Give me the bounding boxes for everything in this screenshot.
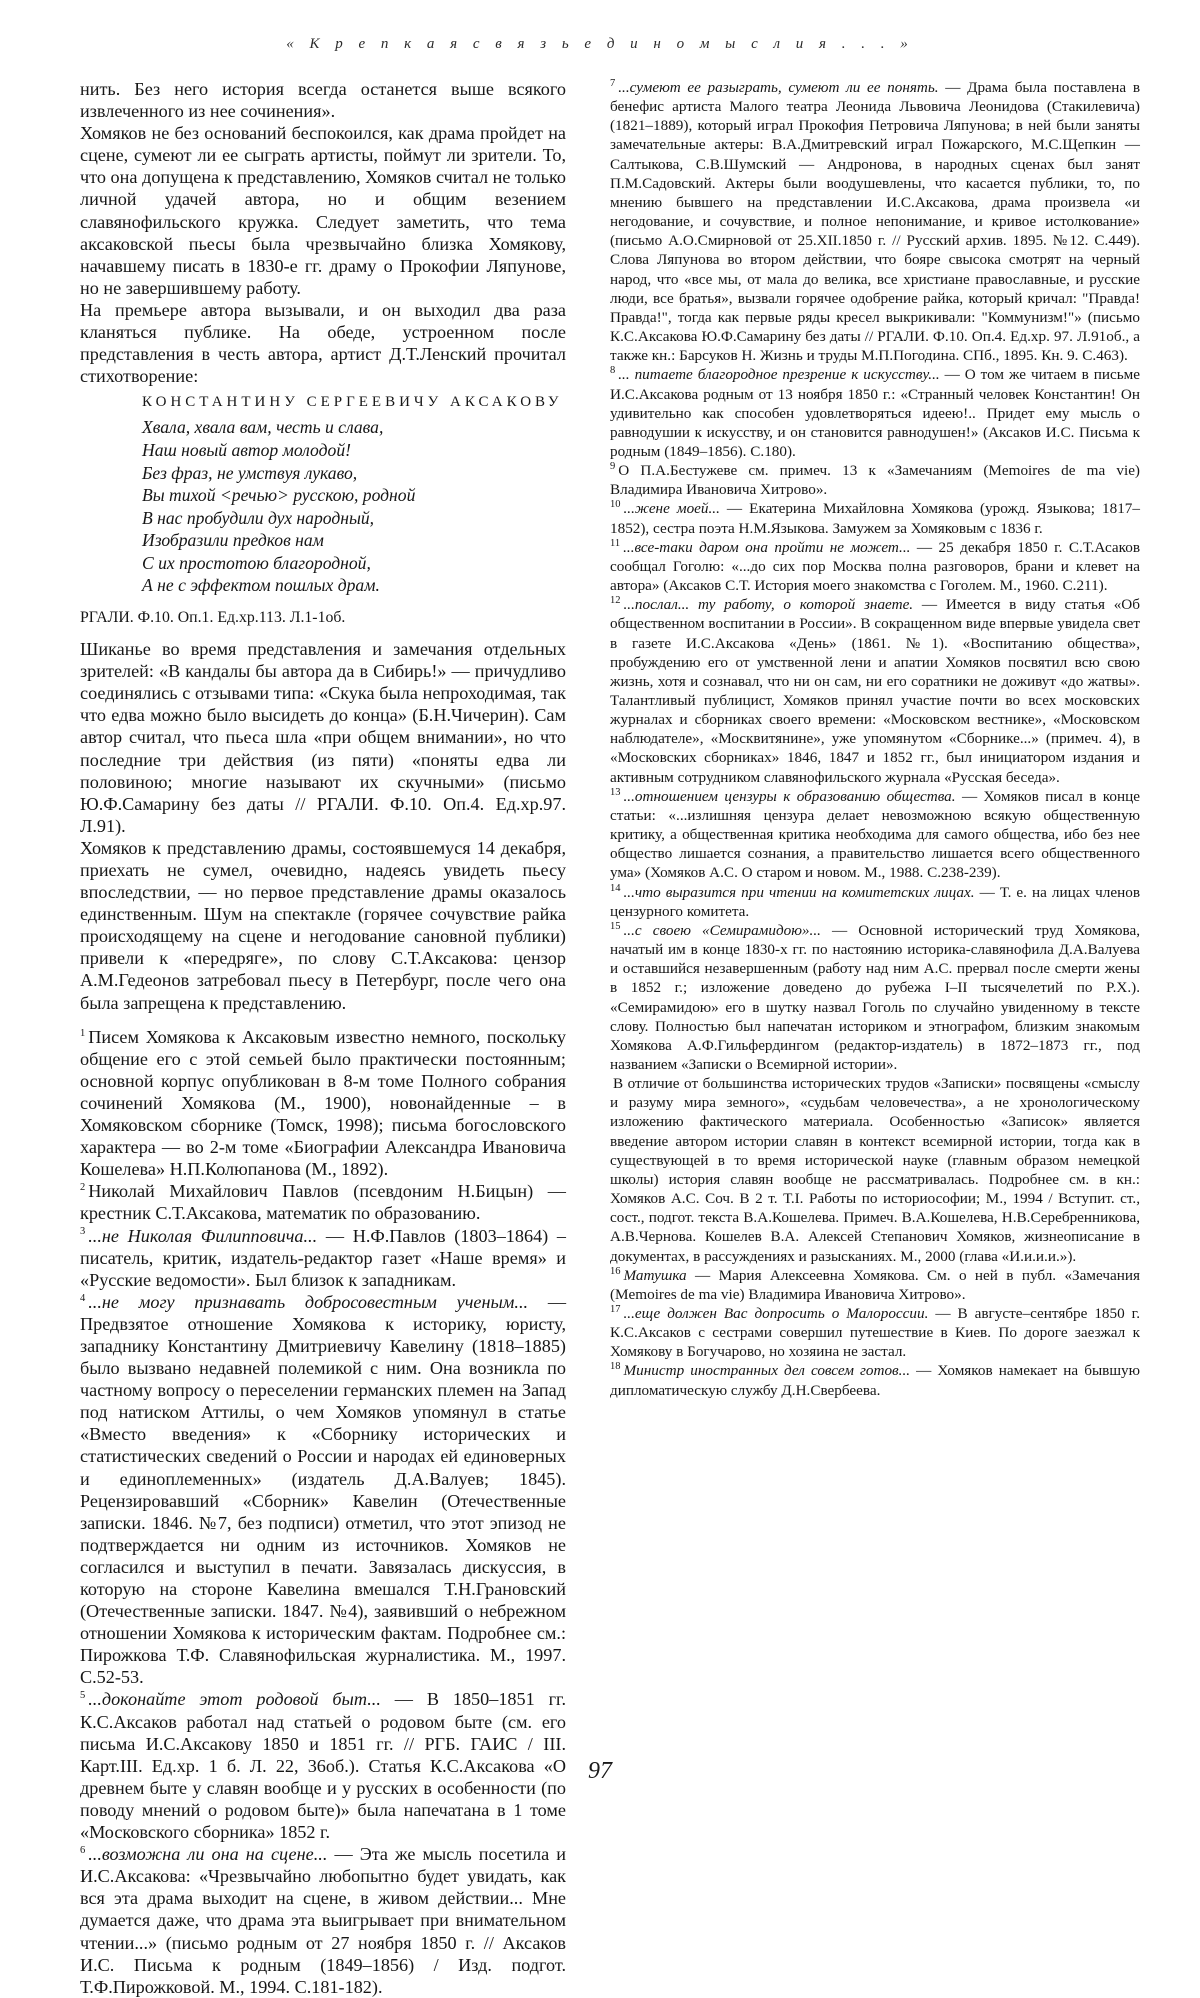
footnote-number: 9 xyxy=(610,461,616,473)
footnote-lead: ...возможна ли она на сцене... xyxy=(88,1844,328,1865)
poem-title: КОНСТАНТИНУ СЕРГЕЕВИЧУ АКСАКОВУ xyxy=(142,394,563,411)
footnote xyxy=(610,78,1140,365)
footnote-text: — Драма была поставлена в бенефис артиста Малого театра Леонида Львовича Леонидова (Стакилевича) (1821–1889), который играл Прокофия Петровича Ляпунова; в ней были заняты замечательные актеры: В.А.Дмитревский играл Пожарского, М.С.Щепкин — Салтыкова, С.В.Шумский — Андронова, в народных сценах был занят П.М.Садовский. Актеры были воодушевлены, что касается публики, то, по мнению бывшего на представлении И.С.Аксакова, драма произвела «и негодование, и сочувствие, и полное непонимание, и кривое истолкование» (письмо А.О.Смирновой от 25.XII.1850 г. // Русский архив. 1895. №12. С.449). Слова Ляпунова во втором действии, что бояре свысока смотрят на черный народ, что «все мы, от мала до велика, все христиане православные, и русские люди, все братья», вызвали горячее одобрение райка, который кричал: "Правда! Правда!", тогда как первые ряды кресел выкрикивали: "Коммунизм!"» (письмо К.С.Аксакова Ю.Ф.Самарину без даты // РГАЛИ. Ф.10. Оп.4. Ед.хр. 97. Л.91об., а также кн.: Барсуков Н. Жизнь и труды М.П.Погодина. СПб., 1895. Кн. 9. С.463). xyxy=(610,79,1140,365)
footnote-lead: ...отношением цензуры к образованию общества. xyxy=(623,787,956,805)
footnote-text: — В 1850–1851 гг. К.С.Аксаков работал над статьей о родовом быте (см. его письма И.С.Аксакову 1850 и 1851 гг. // РГБ. ГАИС / III. Карт.III. Ед.хр. 1 б. Л. 22, 36об.). Статья К.С.Аксакова «О древнем быте у славян вообще и у русских в особенности (по поводу мнений о родовом быте)» была напечатана в 1 томе «Московского сборника» 1852 г. xyxy=(80,1689,567,1843)
poem xyxy=(142,391,566,597)
right-column xyxy=(610,78,1140,1400)
footnote-number: 13 xyxy=(610,786,621,798)
poem-line: Изобразили предков нам xyxy=(142,530,324,551)
footnote-number: 12 xyxy=(610,595,621,607)
footnote-text: — 25 декабря 1850 г. С.Т.Асаков сообщал Гоголю: «...до сих пор Москва полна разговоров, брани и клевет на автора» (Аксаков С.Т. История моего знакомства с Гоголем. М., 1960. С.211). xyxy=(610,538,1141,595)
footnote xyxy=(80,1026,566,1181)
poem-line: С их простотою благородной, xyxy=(142,552,371,573)
left-column xyxy=(80,78,566,1998)
footnote-text: — Т. е. на лицах членов цензурного комитета. xyxy=(610,883,1141,920)
poem-line: Вы тихой <речью> русскою, родной xyxy=(142,485,416,506)
footnote-number: 17 xyxy=(610,1303,621,1315)
poem-line: Без фраз, не умствуя лукаво, xyxy=(142,462,358,483)
paragraph: Хомяков не без оснований беспокоился, как драма пройдет на сцене, сумеют ли ее сыграть артисты, поймут ли зрители. То, что она допущена к представлению, Хомяков считал не только личной удачей автора, но и общим везением славянофильского кружка. Следует заметить, что тема аксаковской пьесы была чрезвычайно близка Хомякову, начавшему писать в 1830-е гг. драму о Прокофии Ляпунове, но не завершившему работу. xyxy=(80,123,566,298)
footnote-number: 10 xyxy=(610,499,621,511)
footnote-lead: Министр иностранных дел совсем готов... xyxy=(623,1362,911,1380)
footnote-text: В отличие от большинства исторических трудов «Записки» посвящены «смыслу и разуму мира земного», «судьбам человечества», а не хронологическому изложению фактического материала. Особенностью «Записок» является введение автором истории славян в контекст всемирной истории, тогда как в существующей в то время исторической науке (главным образом немецкой школы) история славян вообще не рассматривалась. Подробнее см. в кн.: Хомяков А.С. Соч. В 2 т. Т.I. Работы по историософии; М., 1994 / Вступит. ст., сост., подгот. текста В.А.Кошелева. Примеч. В.А.Кошелева, Н.В.Серебренникова, А.В.Чернова. Кошелев В.А. Алексей Степанович Хомяков, жизнеописание в документах, в рассуждениях и разысканиях. М., 2000 (глава «И.и.и.и.»). xyxy=(610,1075,1140,1265)
paragraph: Хомяков к представлению драмы, состоявшемуся 14 декабря, приехать не сумел, очевидно, надеясь увидеть пьесу впоследствии, — но первое представление драмы оказалось единственным. Шум на спектакле (горячее сочувствие райка происходящему на сцене и негодование сановной публики) привели к «передряге», по слову С.Т.Аксакова: цензор А.М.Гедеонов затребовал пьесу в Петербург, после чего она была запрещена к представлению. xyxy=(80,837,566,1013)
footnote-number: 3 xyxy=(80,1226,86,1238)
footnote-text: О П.А.Бестужеве см. примеч. 13 к «Замечаниям (Memoires de ma vie) Владимира Ивановича Хитрово». xyxy=(610,462,1140,499)
footnote-text: — Хомяков намекает на бывшую дипломатическую службу Д.Н.Свербеева. xyxy=(610,1362,1140,1399)
footnotes xyxy=(80,1026,566,1998)
footnote-text: — Н.Ф.Павлов (1803–1864) – писатель, критик, издатель-редактор газет «Наше время» и «Русские ведомости». Был близок к западникам. xyxy=(80,1225,567,1290)
footnote xyxy=(80,1180,566,1224)
footnote-text: Николай Михайлович Павлов (псевдоним Н.Бицын) — крестник С.Т.Аксакова, математик по образованию. xyxy=(80,1181,566,1224)
footnote-lead: Матушка xyxy=(623,1266,687,1284)
paragraph: На премьере автора вызывали, и он выходил два раза кланяться публике. На обеде, устроенном после представления в честь автора, артист Д.Т.Ленский прочитал стихотворение: xyxy=(80,299,566,387)
footnote-number: 2 xyxy=(80,1182,86,1194)
footnote xyxy=(610,499,1140,537)
paragraph: нить. Без него история всегда останется выше всякого извлеченного из нее сочинения». xyxy=(80,79,566,122)
footnote xyxy=(80,1843,566,1998)
footnote-lead: ...все-таки даром она пройти не может... xyxy=(623,538,911,556)
archive-source: РГАЛИ. Ф.10. Оп.1. Ед.хр.113. Л.1-1об. xyxy=(80,609,346,627)
footnote xyxy=(610,1361,1140,1399)
footnote-lead: ...жене моей... xyxy=(623,500,720,518)
paragraph: Шиканье во время представления и замечания отдельных зрителей: «В кандалы бы автора да в Сибирь!» — причудливо соединялись с отзывами типа: «Скука была непроходимая, так что едва можно было высидеть до конца» (Б.Н.Чичерин). Сам автор считал, что пьеса шла «при общем внимании», но что последние три действия (из пяти) «поняты едва ли половиною; многие называют их скучными» (письмо Ю.Ф.Самарину без даты // РГАЛИ. Ф.10. Оп.4. Ед.хр.97. Л.91). xyxy=(80,639,566,836)
footnote xyxy=(610,883,1140,921)
footnote-lead: ...не могу признавать добросовестным ученым... xyxy=(88,1291,529,1312)
footnote-number: 1 xyxy=(80,1027,86,1039)
footnote-number: 7 xyxy=(610,77,616,89)
footnote-text: — Эта же мысль посетила и И.С.Аксакова: «Чрезвычайно любопытно будет увидать, как вся эта драма выходит на сцене, в живом действии... Мне думается даже, что драма эта выигрывает при внимательном чтении...» (письмо родным от 27 ноября 1850 г. // Аксаков И.С. Письма к родным (1849–1856) / Изд. подгот. Т.Ф.Пирожковой. М., 1994. С.181-182). xyxy=(80,1844,566,1997)
poem-line: В нас пробудили дух народный, xyxy=(142,507,375,528)
footnote xyxy=(610,595,1140,787)
poem-line: А не с эффектом пошлых драм. xyxy=(142,575,380,596)
footnote xyxy=(610,921,1140,1074)
page-number: 97 xyxy=(588,1758,612,1784)
footnote-text: — Предвзятое отношение Хомякова к историку, юристу, западнику Константину Дмитриевичу Кавелину (1818–1885) было вызвано недавней полемикой с ним. Она возникла по частному вопросу о переселении германских племен на Запад под натиском Аттилы, о чем Хомяков упомянул в статье «Вместо введения» к «Сборнику исторических и статистических сведений о России и народах ей единоверных и единоплеменных» (издатель Д.А.Валуев; 1845). Рецензировавший «Сборник» Кавелин (Отечественные записки. 1846. №7, без подписи) отметил, что этот эпизод не подтверждается ни одним из источников. Хомяков не согласился и выступил в печати. Завязалась дискуссия, в которую на стороне Кавелина вмешался Т.Н.Грановский (Отечественные записки. 1847. №4), заявивший о небрежном отношении Хомякова к историческим фактам. Подробнее см.: Пирожкова Т.Ф. Славянофильская журналистика. М., 1997. С.52-53. xyxy=(80,1291,567,1688)
footnote-text: — Хомяков писал в конце статьи: «...излишняя цензура делает невозможною всякую общественную критику, а общественная критика необходима для самого общества, ибо без нее общество лишается сознания, а правительство лишается всего общественного ума» (Хомяков А.С. О старом и новом. М., 1988. С.238-239). xyxy=(610,787,1140,882)
footnote xyxy=(610,787,1140,883)
footnote-continuation xyxy=(610,1074,1140,1266)
footnote-number: 11 xyxy=(610,537,621,549)
footnote-lead: ...послал... ту работу, о которой знаете. xyxy=(623,596,914,614)
footnote-lead: ...не Николая Филипповича... xyxy=(88,1225,318,1246)
footnote xyxy=(610,461,1140,499)
footnote-number: 6 xyxy=(80,1845,86,1857)
footnote xyxy=(610,538,1140,595)
footnote xyxy=(610,365,1140,461)
footnote-text: — О том же читаем в письме И.С.Аксакова родным от 13 ноября 1850 г.: «Странный человек Константин! Он удивительно как способен удовлетворяться идеею!.. Придет ему мысль о равнодушии к искусству, и он становится равнодушен!» (Аксаков И.С. Письма к родным (1849–1856). С.180). xyxy=(610,366,1141,460)
footnote-lead: ...доконайте этот родовой быт... xyxy=(88,1689,381,1710)
poem-line: Хвала, хвала вам, честь и слава, xyxy=(142,417,384,438)
footnote-lead: ...что выразится при чтении на комитетских лицах. xyxy=(623,883,975,901)
footnote-text: — Имеется в виду статья «Об общественном воспитании в России». В сокращенном виде впервые увидела свет в газете И.С.Аксакова «День» (1861. №1). «Воспитанию общества», пробуждению его от умственной лени и апатии Хомяков посвятил всю свою жизнь, хотя и сознавал, что ни он сам, ни его соратники не доживут «до жатвы». Талантливый публицист, Хомяков принял участие почти во всех московских журналах и сборниках своего времени: «Московском вестнике», «Московском наблюдателе», «Москвитянине», уже упомянутом «Сборнике...» (примеч. 4), в «Московских сборниках» 1846, 1847 и 1852 гг., был инициатором издания и активным сотрудником славянофильского журнала «Русская беседа». xyxy=(610,596,1140,786)
footnote-number: 8 xyxy=(610,365,616,377)
footnote-number: 4 xyxy=(80,1292,86,1304)
footnote-number: 14 xyxy=(610,882,621,894)
poem-line: Наш новый автор молодой! xyxy=(142,439,351,460)
footnote-number: 15 xyxy=(610,920,621,932)
footnote xyxy=(80,1291,566,1689)
footnote-lead: ...еще должен Вас допросить о Малороссии. xyxy=(623,1305,929,1322)
footnote-text: Писем Хомякова к Аксаковым известно немного, поскольку общение его с этой семьей было практически постоянным; основной корпус опубликован в 8-м томе Полного собрания сочинений Хомякова (М., 1900), новонайденные – в Хомяковском сборнике (Томск, 1998); письма богословского характера — во 2-м томе «Биографии Александра Ивановича Кошелева» Н.П.Колюпанова (М., 1892). xyxy=(80,1026,566,1180)
footnote xyxy=(80,1225,566,1291)
footnote xyxy=(610,1304,1140,1361)
footnote-text: — Мария Алексеевна Хомякова. См. о ней в публ. «Замечания (Memoires de ma vie) Владимира Ивановича Хитрово». xyxy=(610,1266,1140,1303)
footnote-number: 18 xyxy=(610,1361,621,1373)
running-head: « К р е п к а я с в я з ь е д и н о м ы с л и я . . . » xyxy=(286,36,914,52)
footnote-text: — Основной исторический труд Хомякова, начатый им в конце 1830-х гг. по настоянию историка-славянофила Д.А.Валуева и оставшийся незавершенным (работу над ним А.С. прервал после смерти жены в 1852 г.; изложение доведено до рубежа I–II тысячелетий по Р.Х.). «Семирамидою» его в шутку назвал Гоголь по случайно увиденному в тексте слову. Полностью был напечатан историком и этнографом, близким знакомым Хомякова А.Ф.Гильфердингом (редактор-издатель) в 1872–1873 гг., под названием «Записки о Всемирной истории». xyxy=(610,921,1140,1073)
footnote-lead: ... питаете благородное презрение к искусству... xyxy=(618,366,940,384)
footnote-number: 16 xyxy=(610,1265,621,1277)
footnote-text: — Екатерина Михайловна Хомякова (урожд. Языкова; 1817–1852), сестра поэта Н.М.Языкова. Замужем за Хомяковым с 1836 г. xyxy=(610,500,1140,537)
footnote-number: 5 xyxy=(80,1690,86,1702)
footnote xyxy=(610,1266,1140,1304)
footnote-text: — В августе–сентябре 1850 г. К.С.Аксаков с сестрами совершил путешествие в Киев. По дороге заезжал к Хомякову в Богучарово, но хозяина не застал. xyxy=(610,1305,1140,1361)
footnote-lead: ...сумеют ее разыграть, сумеют ли ее понять. xyxy=(618,79,939,96)
footnote-lead: ...с своею «Семирамидою»... xyxy=(623,921,821,939)
